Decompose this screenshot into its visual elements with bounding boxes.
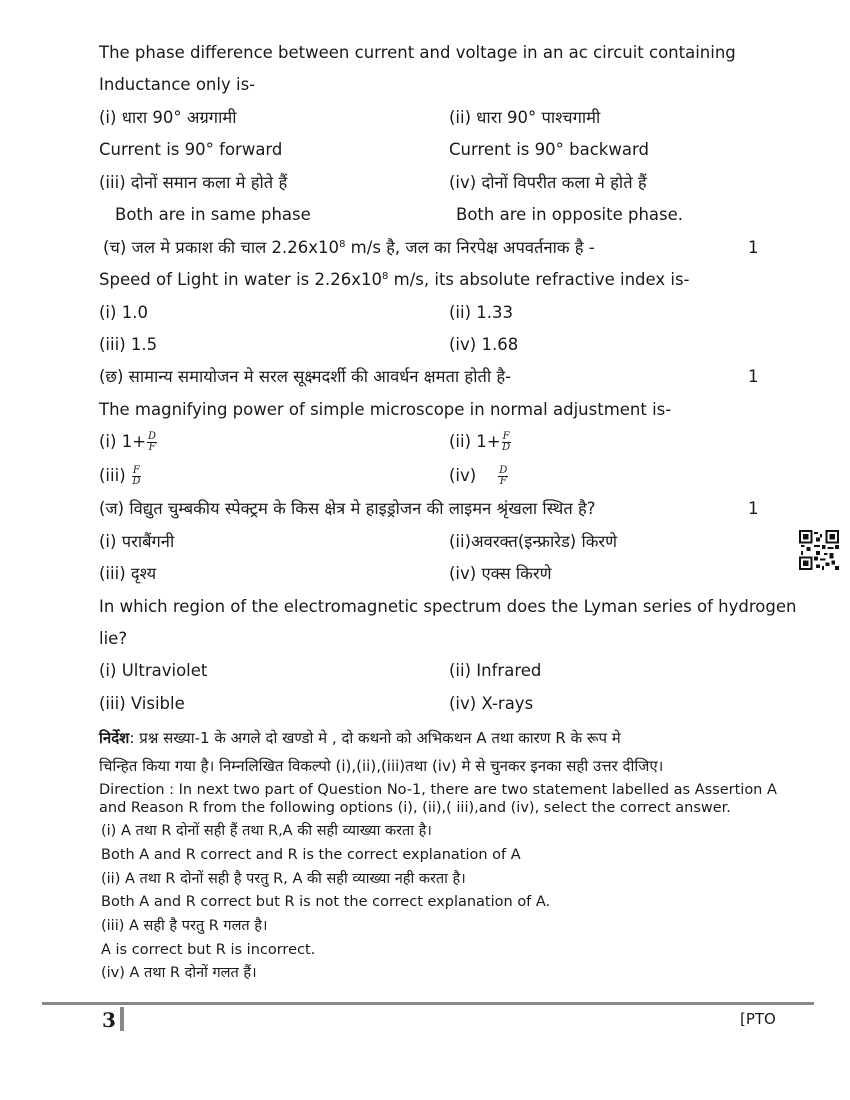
question-text-part: (च) जल मे प्रकाश की चाल 2.26x10 bbox=[103, 238, 340, 257]
exponent: 8 bbox=[339, 239, 346, 250]
question-text: The magnifying power of simple microscope in normal adjustment is- bbox=[99, 400, 672, 419]
marks-label: 1 bbox=[748, 367, 759, 386]
direction-text: : प्रश्न सख्या-1 के अगले दो खण्डो मे , दो कथनो को अभिकथन A तथा कारण R के रूप मे bbox=[129, 729, 621, 747]
option-formula bbox=[449, 432, 511, 453]
question-text bbox=[103, 238, 595, 258]
question-text-part: m/s, its absolute refractive index is- bbox=[388, 270, 690, 289]
option-text: (i) पराबैंगनी bbox=[99, 532, 175, 551]
direction-text: Direction : In next two part of Question No-1, there are two statement labelled as Assertion A bbox=[99, 782, 777, 798]
fraction bbox=[147, 432, 157, 453]
question-text: In which region of the electromagnetic spectrum does the Lyman series of hydrogen bbox=[99, 597, 797, 616]
exponent: 8 bbox=[382, 271, 389, 282]
footer-divider bbox=[42, 1002, 814, 1005]
fraction-denominator: D bbox=[132, 476, 141, 487]
direction-label: निर्देश bbox=[99, 729, 130, 747]
option-text: (ii) धारा 90° पाश्चगामी bbox=[449, 108, 601, 127]
question-text-part: Speed of Light in water is 2.26x10 bbox=[99, 270, 383, 289]
fraction-numerator: F bbox=[502, 431, 510, 442]
option-label: (iii) bbox=[99, 466, 126, 485]
fraction-denominator: F bbox=[499, 476, 507, 487]
question-text: (छ) सामान्य समायोजन मे सरल सूक्ष्मदर्शी की आवर्धन क्षमता होती है- bbox=[99, 367, 512, 386]
option-text: (ii)अवरक्त(इन्फ्रारेड) किरणे bbox=[449, 532, 618, 551]
option-text: (iii) 1.5 bbox=[99, 335, 158, 354]
option-label: (ii) 1+ bbox=[449, 432, 501, 451]
marks-label: 1 bbox=[748, 238, 759, 257]
option-text: Current is 90° backward bbox=[449, 140, 649, 159]
option-text: (iv) A तथा R दोनों गलत हैं। bbox=[101, 965, 257, 981]
option-text: Both A and R correct and R is the correct explanation of A bbox=[101, 847, 521, 863]
question-text: The phase difference between current and voltage in an ac circuit containing bbox=[99, 43, 736, 62]
option-text: (ii) A तथा R दोनों सही है परतु R, A की सही व्याख्या नही करता है। bbox=[101, 871, 466, 887]
question-text-part: m/s है, जल का निरपेक्ष अपवर्तनाक है - bbox=[345, 238, 595, 257]
option-text: (iv) X-rays bbox=[449, 694, 534, 713]
option-text: (ii) 1.33 bbox=[449, 303, 514, 322]
option-text: Current is 90° forward bbox=[99, 140, 283, 159]
option-formula bbox=[99, 466, 141, 487]
fraction-denominator: F bbox=[148, 442, 156, 453]
option-text: A is correct but R is incorrect. bbox=[101, 942, 316, 958]
qr-code-icon bbox=[799, 530, 839, 570]
fraction bbox=[502, 432, 511, 453]
question-text: (ज) विद्युत चुम्बकीय स्पेक्ट्रम के किस क्षेत्र मे हाइड्रोजन की लाइमन श्रृंखला स्थित है? bbox=[99, 499, 596, 518]
question-text bbox=[99, 270, 690, 290]
fraction-numerator: D bbox=[148, 431, 157, 442]
option-text: (iv) दोनों विपरीत कला मे होते हैं bbox=[449, 173, 647, 192]
option-text: (iii) दोनों समान कला मे होते हैं bbox=[99, 173, 288, 192]
question-text: Inductance only is- bbox=[99, 75, 256, 94]
option-text: (iii) A सही है परतु R गलत है। bbox=[101, 918, 268, 934]
option-text: (ii) Infrared bbox=[449, 661, 542, 680]
question-text: lie? bbox=[99, 629, 128, 648]
fraction bbox=[498, 466, 508, 487]
page-number-bar bbox=[120, 1007, 124, 1031]
option-text: Both are in opposite phase. bbox=[456, 205, 684, 224]
option-text: (i) A तथा R दोनों सही हैं तथा R,A की सही व्याख्या करता है। bbox=[101, 823, 432, 839]
option-text: (i) Ultraviolet bbox=[99, 661, 208, 680]
option-formula bbox=[99, 432, 157, 453]
option-formula bbox=[449, 466, 508, 487]
option-text: Both are in same phase bbox=[115, 205, 311, 224]
option-text: (iv) 1.68 bbox=[449, 335, 519, 354]
option-label: (iv) bbox=[449, 466, 477, 485]
page-number: 3 bbox=[102, 1008, 116, 1032]
fraction bbox=[132, 466, 141, 487]
fraction-numerator: D bbox=[499, 465, 508, 476]
marks-label: 1 bbox=[748, 499, 759, 518]
direction-hindi-line bbox=[99, 728, 621, 748]
fraction-numerator: F bbox=[132, 465, 140, 476]
direction-text: चिन्हित किया गया है। निम्नलिखित विकल्पो (i),(ii),(iii)तथा (iv) मे से चुनकर इनका सही उत्तर दीजिए। bbox=[99, 757, 664, 775]
option-text: (iv) एक्स किरणे bbox=[449, 564, 552, 583]
option-text: (i) धारा 90° अग्रगामी bbox=[99, 108, 237, 127]
fraction-denominator: D bbox=[502, 442, 511, 453]
option-text: (iii) Visible bbox=[99, 694, 185, 713]
direction-text: and Reason R from the following options (i), (ii),( iii),and (iv), select the correct answer. bbox=[99, 800, 731, 816]
option-label: (i) 1+ bbox=[99, 432, 147, 451]
pto-label: [PTO bbox=[740, 1010, 776, 1028]
option-text: (iii) दृश्य bbox=[99, 564, 157, 583]
option-text: Both A and R correct but R is not the correct explanation of A. bbox=[101, 894, 551, 910]
option-text: (i) 1.0 bbox=[99, 303, 148, 322]
